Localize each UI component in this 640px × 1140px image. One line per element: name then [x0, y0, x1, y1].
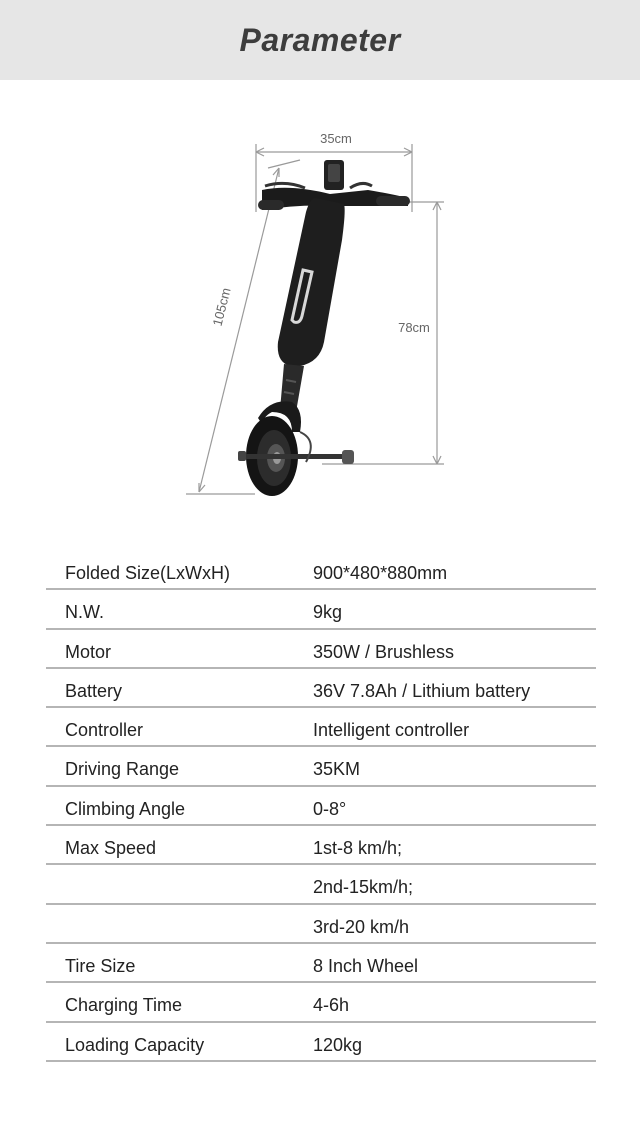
header-banner [0, 0, 640, 80]
spec-row-motor [46, 630, 596, 669]
spec-label: Folded Size(LxWxH) [65, 563, 231, 583]
page-title: Parameter [239, 22, 401, 58]
spec-value: 350W / Brushless [313, 641, 455, 662]
spec-row-climbing-angle [46, 787, 596, 826]
spec-value: Intelligent controller [313, 720, 470, 741]
spec-value: 2nd-15km/h; [313, 877, 414, 898]
spec-row-max-speed-2 [46, 865, 596, 904]
spec-table [46, 551, 596, 1062]
spec-row-controller [46, 708, 596, 747]
spec-row-loading-capacity [46, 1023, 596, 1062]
spec-value: 9kg [313, 602, 343, 623]
spec-value: 4-6h [313, 995, 350, 1016]
spec-value: 36V 7.8Ah / Lithium battery [313, 680, 531, 701]
spec-row-tire-size [46, 944, 596, 983]
spec-row-max-speed-3 [46, 905, 596, 944]
spec-value: 3rd-20 km/h [313, 916, 410, 937]
spec-value: 120kg [313, 1034, 363, 1055]
spec-row-net-weight [46, 590, 596, 629]
spec-label: Climbing Angle [65, 798, 186, 819]
spec-label: Motor [65, 641, 112, 662]
spec-label: Battery [65, 680, 123, 701]
length-dimension-label: 105cm [209, 286, 234, 328]
width-dimension-label: 35cm [320, 131, 352, 146]
spec-row-driving-range [46, 747, 596, 786]
spec-row-charging-time [46, 983, 596, 1022]
spec-row-max-speed [46, 826, 596, 865]
spec-value: 0-8° [313, 798, 347, 819]
spec-value: 900*480*880mm [313, 563, 448, 583]
spec-row-folded-size [46, 551, 596, 590]
spec-value: 1st-8 km/h; [313, 838, 403, 859]
spec-label: N.W. [65, 602, 104, 623]
spec-label: Max Speed [65, 838, 157, 859]
spec-value: 8 Inch Wheel [313, 955, 419, 976]
spec-label: Charging Time [65, 995, 183, 1016]
spec-label: Loading Capacity [65, 1034, 205, 1055]
scooter-drawing [0, 80, 640, 540]
product-figure [0, 80, 640, 540]
height-dimension-label: 78cm [398, 320, 430, 335]
spec-label: Tire Size [65, 955, 136, 976]
scooter-icon [238, 160, 410, 496]
spec-value: 35KM [313, 759, 361, 780]
spec-label: Driving Range [65, 759, 180, 780]
spec-label: Controller [65, 720, 144, 741]
spec-row-battery [46, 669, 596, 708]
